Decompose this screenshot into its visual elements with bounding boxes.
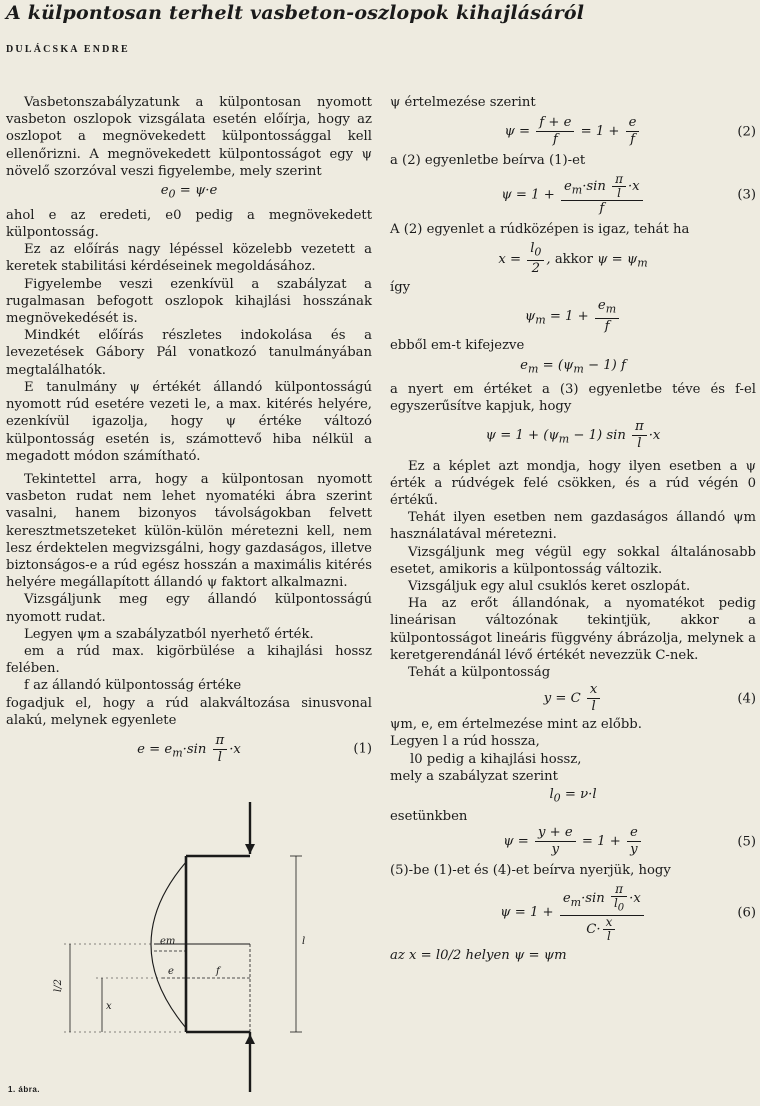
paragraph: l0 pedig a kihajlási hossz, xyxy=(410,751,582,767)
left-column xyxy=(6,94,372,770)
paragraph: Figyelembe veszi ezenkívül a szabályzat a rugalmasan befogott oszlopok kihajlási hosszának megnövekedését is. xyxy=(6,276,372,327)
paragraph: E tanulmány ψ értékét állandó külpontosságú nyomott rúd esetére vezeti le, a max. kitérés helyére, ezenkívül igazolja, hogy ψ értéke változó külpontosság esetén is, számottevő hiba nélkül a megadott módon számítható. xyxy=(6,379,372,464)
paragraph: A (2) egyenlet a rúdközépen is igaz, tehát ha xyxy=(390,222,690,238)
equation-number: (1) xyxy=(353,741,372,757)
equation-psi-m: $\psi_m = 1$ + $\frac{e_m}{f}$ xyxy=(390,298,756,335)
paragraph: ahol e az eredeti, e0 pedig a megnövekedett külpontosság. xyxy=(6,207,372,241)
column-diagram xyxy=(6,796,372,1106)
paragraph: esetünkben xyxy=(390,808,468,824)
paragraph: így xyxy=(390,280,411,296)
figure-1 xyxy=(6,796,372,1106)
equation-number: (4) xyxy=(737,691,756,707)
equation-em: $e_m = (\psi_m - 1)$ f xyxy=(520,358,626,376)
equation-2: ψ = $\frac{f + e}{f}$ = 1 + $\frac{e}{f}$ (2) xyxy=(504,115,756,148)
paragraph: Vizsgáljunk meg végül egy sokkal általánosabb esetet, amikoris a külpontosság változik. xyxy=(390,544,756,577)
paragraph: Vizsgáljunk meg egy állandó külpontosságú nyomott rudat. xyxy=(6,592,372,625)
paragraph: Legyen ψm a szabályzatból nyerhető érték. xyxy=(24,626,314,642)
figure-caption: 1. ábra. xyxy=(8,1085,41,1094)
paragraph: f az állandó külpontosság értéke xyxy=(24,678,242,694)
equation-3: ψ = 1 + $e_m\cdot\sin$ $\frac{\pi}{l}$ ·x f (3) xyxy=(501,172,756,217)
equation-number: (2) xyxy=(737,124,756,140)
equation-psi-sin: $\psi = 1 + (\psi_m - 1)$ sin $\frac{\pi}{l}$ ·x xyxy=(485,418,661,451)
figure-label-l2: l/2 xyxy=(52,979,64,992)
equation-1: $e = e_m\cdot\sin$ $\frac{\pi}{l}$ ·x (1) xyxy=(137,732,372,765)
figure-label-f: f xyxy=(216,966,220,977)
equation-number: (3) xyxy=(737,187,756,203)
paragraph: (5)-be (1)-et és (4)-et beírva nyerjük, hogy xyxy=(390,863,671,879)
paragraph: Mindkét előírás részletes indokolása és a levezetések Gábory Pál vonatkozó tanulmányában megtalálhatók. xyxy=(6,328,372,378)
paragraph: Vasbetonszabályzatunk a külpontosan nyomott vasbeton oszlopok vizsgálata esetén előírja, hogy az oszlopot a megnövekedett külpontossággal kell ellenőrizni. A megnövekedett külpontosságot egy ψ növelő szorzóval veszi figyelembe, mely szerint xyxy=(6,95,372,179)
paragraph: fogadjuk el, hogy a rúd alakváltozása sinusvonal alakú, melynek egyenlete xyxy=(6,695,372,728)
equation-e0: $e_0 = \psi\cdot e$ xyxy=(160,183,218,201)
paragraph: Ha az erőt állandónak, a nyomatékot pedig lineárisan változónak tekintjük, akkor a külpontosságot lineáris függvény ábrázolja, melynek a keretgerendánál lévő értékét nevezzük C-nek. xyxy=(390,596,756,663)
paragraph: Tekintettel arra, hogy a külpontosan nyomott vasbeton rudat nem lehet nyomatéki ábra szerint vasalni, hanem bizonyos távolságokban felvett keresztmetszeteket külön-külön méretezni kell, nem lesz érdektelen megvizsgálni, hogy gazdaságos, illetve biztonságos-e a rúd egész hosszán a maximális kitérés helyére megállapított állandó ψ faktort alkalmazni. xyxy=(6,471,372,591)
paragraph: mely a szabályzat szerint xyxy=(390,768,558,784)
article-title: A külpontosan terhelt vasbeton-oszlopok kihajlásáról xyxy=(6,2,585,24)
paragraph: em a rúd max. kigörbülése a kihajlási hossz felében. xyxy=(6,643,372,677)
paragraph: a nyert em értéket a (3) egyenletbe téve és f-el egyszerűsítve kapjuk, hogy xyxy=(390,382,756,415)
paragraph: az x = l0/2 helyen ψ = ψm xyxy=(390,947,567,963)
paragraph: ebből em-t kifejezve xyxy=(390,338,525,354)
paragraph: ψ értelmezése szerint xyxy=(390,95,536,110)
equation-l0: $l_0 = \nu\cdot l$ xyxy=(549,787,597,805)
paragraph: ψm, e, em értelmezése mint az előbb. xyxy=(390,717,642,733)
equation-x-mid: x = $\frac{l_0}{2}$ , akkor $\psi = \psi_m$ xyxy=(498,240,648,277)
paragraph: Vizsgáljuk egy alul csuklós keret oszlopát. xyxy=(408,578,691,594)
figure-label-em: em xyxy=(160,936,176,947)
figure-label-e: e xyxy=(168,966,174,977)
paragraph: Ez az előírás nagy lépéssel közelebb vezetett a keretek stabilitási kérdéseinek megoldásához. xyxy=(6,242,372,275)
author-name: DULÁCSKA ENDRE xyxy=(6,44,130,55)
figure-label-x: x xyxy=(106,1001,112,1012)
paragraph: Legyen l a rúd hossza, xyxy=(390,734,540,750)
equation-5: ψ = $\frac{y + e}{y}$ = 1 + $\frac{e}{y}$ (5) xyxy=(503,825,756,858)
right-column xyxy=(390,94,756,964)
equation-number: (5) xyxy=(737,833,756,849)
paragraph: Ez a képlet azt mondja, hogy ilyen esetben a ψ érték a rúdvégek felé csökken, és a rúd végén 0 értékű. xyxy=(390,458,756,508)
paragraph: a (2) egyenletbe beírva (1)-et xyxy=(390,153,586,169)
paragraph: Tehát ilyen esetben nem gazdaságos állandó ψm használatával méretezni. xyxy=(390,510,756,543)
equation-4: y = C $\frac{x}{l}$ (4) xyxy=(543,682,756,715)
equation-6: ψ = 1 + $e_m\cdot\sin$ $\frac{\pi}{l_0}$ ·x C· $\frac{x}{l}$ (6) xyxy=(500,882,756,943)
paragraph: Tehát a külpontosság xyxy=(408,664,551,680)
figure-label-l: l xyxy=(302,936,306,947)
equation-number: (6) xyxy=(737,905,756,921)
